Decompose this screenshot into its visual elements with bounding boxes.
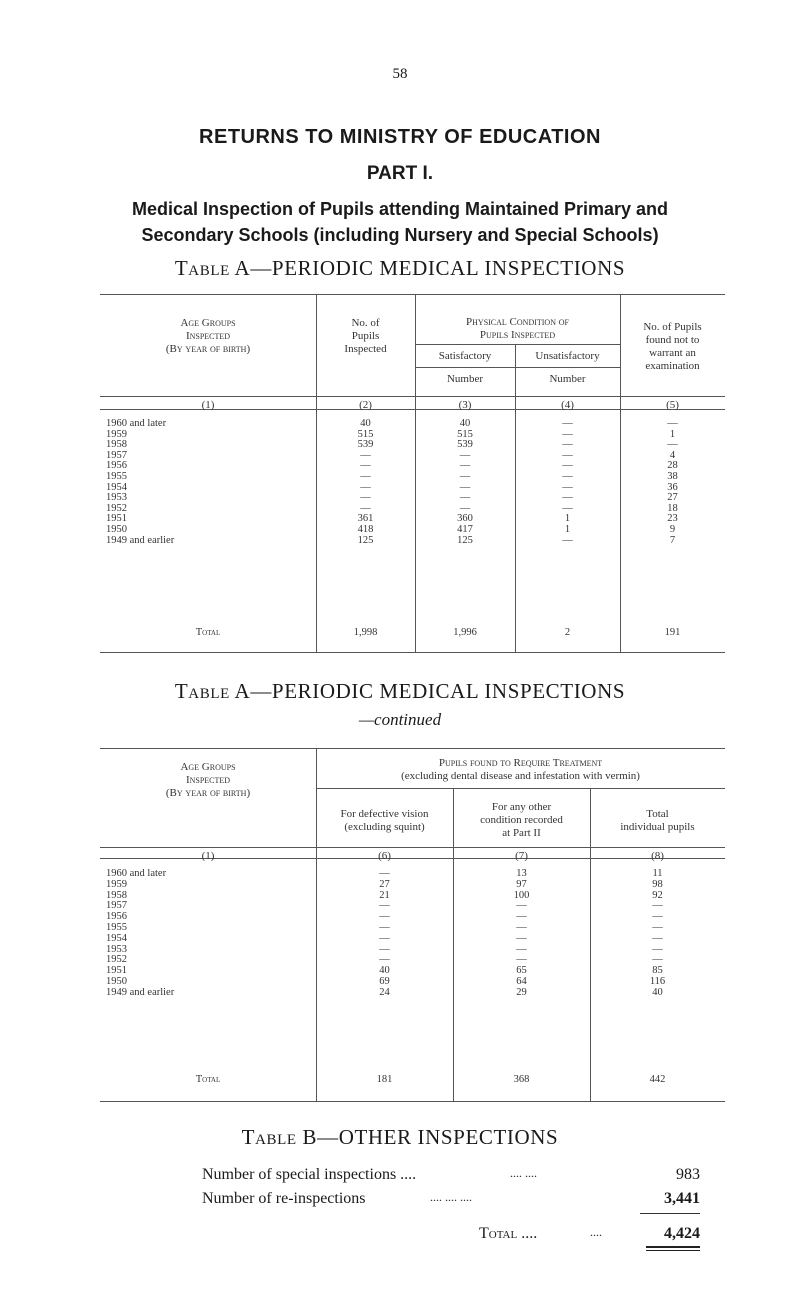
row-cell-c4: — <box>562 534 573 546</box>
pupils-found-header: Pupils found to Require Treatment (excluding dental disease and infestation with vermin) <box>401 757 640 782</box>
table-row <box>0 965 800 976</box>
row-label: 1959 <box>106 878 127 890</box>
row-cell-c8: — <box>652 954 663 966</box>
row-label: 1955 <box>106 922 127 933</box>
table-a2-continued: —continued <box>358 710 442 729</box>
row-cell-c2: 361 <box>357 513 374 525</box>
row-cell-c8: 40 <box>652 986 663 998</box>
col-num-8: (8) <box>651 850 664 862</box>
row-cell-c8: 85 <box>652 965 663 977</box>
row-cell-c5: 36 <box>667 481 678 493</box>
row-cell-c2: — <box>360 492 371 504</box>
row-cell-c7: — <box>516 922 527 933</box>
row-cell-c5: 7 <box>669 534 676 546</box>
table-row <box>0 868 800 879</box>
row-cell-c8: — <box>652 911 663 923</box>
row-cell-c6: — <box>379 954 390 966</box>
table-b-title: Table B—OTHER INSPECTIONS <box>241 1125 559 1149</box>
table-b-total-value: 4,424 <box>664 1225 700 1242</box>
row-cell-c2: 125 <box>357 534 374 546</box>
reinspections-value: 3,441 <box>664 1190 700 1207</box>
number-header-3: Number <box>446 373 484 385</box>
satisfactory-header: Satisfactory <box>438 350 492 362</box>
no-found-header: No. of Pupils found not to warrant an examination <box>643 321 702 372</box>
col-num-3: (3) <box>458 399 472 411</box>
main-heading: RETURNS TO MINISTRY OF EDUCATION <box>199 126 601 148</box>
reinspections-label: Number of re-inspections <box>202 1190 366 1207</box>
row-cell-c8: 116 <box>649 976 666 987</box>
other-condition-header: For any other condition recorded at Part II <box>480 801 563 839</box>
no-pupils-header: No. of Pupils Inspected <box>344 317 387 355</box>
row-label: 1950 <box>106 524 127 535</box>
row-label: 1957 <box>106 900 127 912</box>
row-cell-c4: — <box>562 502 573 514</box>
table-row <box>0 933 800 944</box>
total-c7: 368 <box>513 1074 530 1085</box>
row-cell-c3: — <box>459 502 471 514</box>
row-cell-c3: 360 <box>457 513 473 525</box>
row-cell-c5: 28 <box>667 460 678 472</box>
table-row <box>0 911 800 922</box>
row-cell-c7: 64 <box>516 976 527 987</box>
col-num-2: (2) <box>359 399 372 411</box>
row-cell-c3: 417 <box>457 524 473 535</box>
total-label-2: Total <box>195 1074 221 1085</box>
table-a2-title: Table A—PERIODIC MEDICAL INSPECTIONS <box>174 679 626 703</box>
row-cell-c3: — <box>459 481 471 493</box>
table-row <box>0 900 800 911</box>
row-cell-c3: — <box>459 471 471 482</box>
row-cell-c4: 1 <box>564 513 571 525</box>
row-label: 1954 <box>106 932 127 944</box>
row-cell-c3: — <box>459 460 471 472</box>
row-cell-c4: — <box>562 439 573 451</box>
total-c5: 191 <box>664 627 681 638</box>
row-cell-c2: — <box>360 449 371 461</box>
row-cell-c6: 24 <box>379 986 390 998</box>
row-cell-c3: — <box>459 492 471 504</box>
row-cell-c6: — <box>379 911 390 923</box>
row-cell-c2: — <box>360 481 371 493</box>
subtitle-line-2: Secondary Schools (including Nursery and Special Schools) <box>141 225 659 245</box>
row-cell-c7: 29 <box>516 986 527 998</box>
defective-vision-header: For defective vision (excluding squint) <box>340 808 429 833</box>
row-label: 1960 and later <box>106 868 167 879</box>
col-num-1: (1) <box>201 399 215 411</box>
col-num-1b: (1) <box>201 850 215 862</box>
row-label: 1951 <box>106 965 127 977</box>
row-cell-c5: — <box>667 418 678 429</box>
total-c4: 2 <box>564 627 571 638</box>
table-row <box>0 987 800 998</box>
row-cell-c5: 23 <box>667 513 678 525</box>
row-cell-c4: 1 <box>564 524 571 535</box>
row-label: 1958 <box>106 439 127 451</box>
row-cell-c2: — <box>360 460 371 472</box>
row-label: 1949 and earlier <box>106 534 175 546</box>
table-b-total-label: Total .... <box>479 1225 538 1242</box>
table-b-total-dots: .... <box>590 1225 602 1239</box>
row-label: 1958 <box>106 889 127 901</box>
total-c6: 181 <box>376 1074 393 1085</box>
table-row <box>0 922 800 933</box>
row-label: 1957 <box>106 449 127 461</box>
row-cell-c3: 515 <box>457 428 473 440</box>
special-inspections-label: Number of special inspections .... <box>202 1166 417 1183</box>
row-cell-c7: 97 <box>516 878 527 890</box>
row-cell-c2: 539 <box>357 439 374 451</box>
row-cell-c6: — <box>379 943 390 955</box>
row-cell-c6: — <box>379 922 390 933</box>
row-cell-c2: 40 <box>360 418 371 429</box>
row-cell-c6: 69 <box>379 976 390 987</box>
row-cell-c8: — <box>652 932 663 944</box>
row-cell-c5: 18 <box>667 502 678 514</box>
row-cell-c6: 21 <box>379 889 390 901</box>
row-cell-c4: — <box>562 418 573 429</box>
row-cell-c8: 98 <box>652 878 663 890</box>
col-num-7: (7) <box>515 850 528 862</box>
row-cell-c3: — <box>459 449 471 461</box>
row-cell-c6: 27 <box>379 878 390 890</box>
row-cell-c7: — <box>516 900 527 912</box>
row-cell-c5: 38 <box>667 471 678 482</box>
row-cell-c5: 4 <box>669 449 676 461</box>
row-cell-c2: — <box>360 471 371 482</box>
unsatisfactory-header: Unsatisfactory <box>535 350 600 362</box>
row-cell-c8: — <box>652 900 663 912</box>
row-cell-c5: — <box>667 439 678 451</box>
row-cell-c3: 539 <box>457 439 473 451</box>
table-a-title: Table A—PERIODIC MEDICAL INSPECTIONS <box>174 256 626 280</box>
row-label: 1950 <box>106 976 127 987</box>
table-a2-total-row <box>0 1074 800 1085</box>
col-num-5: (5) <box>666 399 679 411</box>
table-row <box>0 879 800 890</box>
row-label: 1952 <box>106 954 127 966</box>
col-num-6: (6) <box>378 850 391 862</box>
col-num-4: (4) <box>561 399 574 411</box>
row-cell-c4: — <box>562 460 573 472</box>
table-row <box>0 976 800 987</box>
row-cell-c2: 515 <box>357 428 374 440</box>
row-label: 1960 and later <box>106 418 167 429</box>
number-header-4: Number <box>549 373 586 385</box>
row-cell-c4: — <box>562 492 573 504</box>
row-cell-c2: 418 <box>357 524 374 535</box>
row-cell-c5: 1 <box>669 428 676 440</box>
row-label: 1955 <box>106 471 127 482</box>
row-label: 1953 <box>106 492 127 504</box>
row-label: 1959 <box>106 428 127 440</box>
row-cell-c6: — <box>379 868 390 879</box>
row-label: 1956 <box>106 460 127 472</box>
special-dots: .... .... <box>510 1166 537 1180</box>
subtitle-line-1: Medical Inspection of Pupils attending Maintained Primary and <box>131 199 669 219</box>
total-label: Total <box>195 627 221 638</box>
row-cell-c6: 40 <box>379 965 390 977</box>
row-cell-c8: — <box>652 922 663 933</box>
row-cell-c5: 9 <box>669 524 676 535</box>
total-c2: 1,998 <box>353 627 378 638</box>
row-cell-c7: 65 <box>516 965 527 977</box>
special-inspections-value: 983 <box>676 1166 700 1183</box>
part-heading: PART I. <box>366 163 434 184</box>
row-cell-c7: — <box>516 943 527 955</box>
row-cell-c4: — <box>562 428 573 440</box>
row-cell-c7: 13 <box>516 868 527 879</box>
row-cell-c4: — <box>562 449 573 461</box>
row-cell-c8: — <box>652 943 663 955</box>
row-label: 1956 <box>106 911 127 923</box>
row-label: 1949 and earlier <box>106 986 175 998</box>
row-cell-c6: — <box>379 932 390 944</box>
row-cell-c7: 100 <box>513 889 530 901</box>
reinspections-dots: .... .... .... <box>430 1190 472 1204</box>
row-cell-c5: 27 <box>667 492 678 504</box>
total-individual-header: Total individual pupils <box>620 808 695 833</box>
row-cell-c4: — <box>562 481 573 493</box>
row-cell-c3: 125 <box>457 534 473 546</box>
row-cell-c4: — <box>562 471 573 482</box>
row-label: 1952 <box>106 502 127 514</box>
row-cell-c8: 11 <box>652 868 663 879</box>
row-cell-c6: — <box>379 900 390 912</box>
row-cell-c7: — <box>516 954 527 966</box>
age-groups-header: Age Groups Inspected (By year of birth) <box>165 317 251 355</box>
total-c3: 1,996 <box>453 627 477 638</box>
age-groups-header-2: Age Groups Inspected (By year of birth) <box>165 761 251 799</box>
page-number: 58 <box>392 66 408 82</box>
row-cell-c8: 92 <box>652 889 663 901</box>
row-cell-c7: — <box>516 932 527 944</box>
table-row <box>0 954 800 965</box>
row-cell-c7: — <box>516 911 527 923</box>
table-row <box>0 944 800 955</box>
row-cell-c2: — <box>360 502 371 514</box>
row-cell-c3: 40 <box>459 418 471 429</box>
row-label: 1954 <box>106 481 127 493</box>
row-label: 1951 <box>106 513 127 525</box>
table-row <box>0 890 800 901</box>
total-c8: 442 <box>649 1074 666 1085</box>
physical-condition-header: Physical Condition of Pupils Inspected <box>466 316 569 341</box>
row-label: 1953 <box>106 943 127 955</box>
